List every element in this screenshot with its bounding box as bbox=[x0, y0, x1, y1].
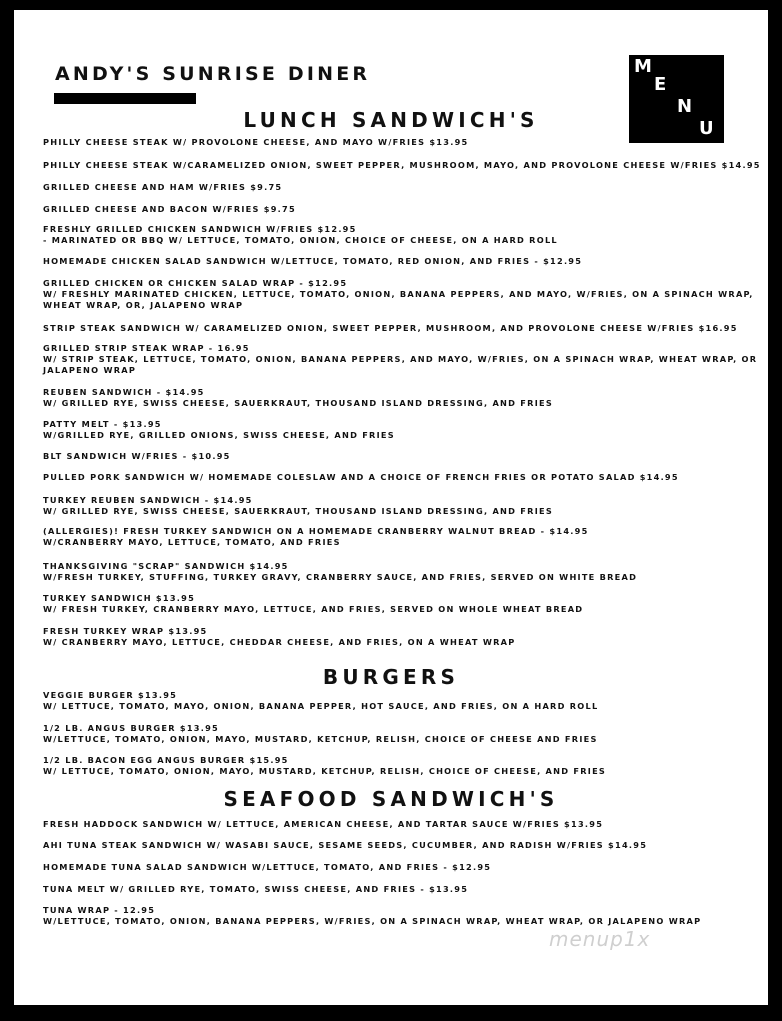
menu-item-name: HOMEMADE CHICKEN SALAD SANDWICH W/LETTUCE, TOMATO, RED ONION, AND FRIES - $12.95 bbox=[43, 256, 583, 266]
menu-item bbox=[43, 690, 748, 712]
menu-item bbox=[43, 723, 748, 745]
menu-item-name: FRESH HADDOCK SANDWICH W/ LETTUCE, AMERICAN CHEESE, AND TARTAR SAUCE W/FRIES $13.95 bbox=[43, 819, 604, 829]
menu-item-description: - MARINATED OR BBQ W/ LETTUCE, TOMATO, ONION, CHOICE OF CHEESE, ON A HARD ROLL bbox=[43, 235, 558, 246]
menu-item bbox=[43, 343, 758, 377]
menu-item bbox=[43, 224, 748, 246]
logo-letter-m: M bbox=[634, 56, 652, 77]
menu-item bbox=[43, 278, 754, 312]
menu-item-description: W/ LETTUCE, TOMATO, ONION, MAYO, MUSTARD, KETCHUP, RELISH, CHOICE OF CHEESE, AND FRIES bbox=[43, 766, 607, 777]
menu-item-description: W/ FRESHLY MARINATED CHICKEN, LETTUCE, TOMATO, ONION, BANANA PEPPERS, AND MAYO, W/FRIES, ON A SPINACH WRAP, bbox=[43, 289, 754, 300]
menu-item-name: 1/2 LB. BACON EGG ANGUS BURGER $15.95 bbox=[43, 755, 289, 765]
menu-item-description: W/ STRIP STEAK, LETTUCE, TOMATO, ONION, BANANA PEPPERS, AND MAYO, W/FRIES, ON A SPINACH WRAP, WHEAT WRAP, OR bbox=[43, 354, 758, 365]
menu-item-name: STRIP STEAK SANDWICH W/ CARAMELIZED ONION, SWEET PEPPER, MUSHROOM, AND PROVOLONE CHEESE W/FRIES $16.95 bbox=[43, 323, 738, 333]
menu-item-description: W/LETTUCE, TOMATO, ONION, MAYO, MUSTARD, KETCHUP, RELISH, CHOICE OF CHEESE AND FRIES bbox=[43, 734, 598, 745]
menu-item-description: W/ GRILLED RYE, SWISS CHEESE, SAUERKRAUT, THOUSAND ISLAND DRESSING, AND FRIES bbox=[43, 398, 553, 409]
menu-item-name: VEGGIE BURGER $13.95 bbox=[43, 690, 178, 700]
menu-item-name: TURKEY REUBEN SANDWICH - $14.95 bbox=[43, 495, 253, 505]
watermark-logo: menup1x bbox=[549, 927, 651, 951]
menu-item bbox=[43, 182, 748, 193]
menu-item-name: PULLED PORK SANDWICH W/ HOMEMADE COLESLAW AND A CHOICE OF FRENCH FRIES OR POTATO SALAD $14.95 bbox=[43, 472, 679, 482]
menu-item-description: W/GRILLED RYE, GRILLED ONIONS, SWISS CHEESE, AND FRIES bbox=[43, 430, 395, 441]
menu-item bbox=[43, 905, 748, 927]
menu-item bbox=[43, 755, 748, 777]
menu-item-name: TURKEY SANDWICH $13.95 bbox=[43, 593, 196, 603]
menu-item-description: W/ GRILLED RYE, SWISS CHEESE, SAUERKRAUT, THOUSAND ISLAND DRESSING, AND FRIES bbox=[43, 506, 553, 517]
menu-item-description: W/CRANBERRY MAYO, LETTUCE, TOMATO, AND FRIES bbox=[43, 537, 341, 548]
menu-item-description: JALAPENO WRAP bbox=[43, 365, 137, 376]
menu-item-name: PHILLY CHEESE STEAK W/ PROVOLONE CHEESE, AND MAYO W/FRIES $13.95 bbox=[43, 137, 469, 147]
menu-item-name: (ALLERGIES)! FRESH TURKEY SANDWICH ON A HOMEMADE CRANBERRY WALNUT BREAD - $14.95 bbox=[43, 526, 589, 536]
title-underline-bar bbox=[54, 93, 196, 104]
menu-item-name: GRILLED STRIP STEAK WRAP - 16.95 bbox=[43, 343, 250, 353]
menu-item-name: PATTY MELT - $13.95 bbox=[43, 419, 162, 429]
menu-item bbox=[43, 862, 748, 873]
menu-item-name: AHI TUNA STEAK SANDWICH W/ WASABI SAUCE, SESAME SEEDS, CUCUMBER, AND RADISH W/FRIES $14.95 bbox=[43, 840, 648, 850]
menu-item bbox=[43, 160, 761, 171]
menu-item-name: THANKSGIVING "SCRAP" SANDWICH $14.95 bbox=[43, 561, 289, 571]
menu-item-description: W/LETTUCE, TOMATO, ONION, BANANA PEPPERS, W/FRIES, ON A SPINACH WRAP, WHEAT WRAP, OR JALAPENO WRAP bbox=[43, 916, 702, 927]
menu-item-description: W/FRESH TURKEY, STUFFING, TURKEY GRAVY, CRANBERRY SAUCE, AND FRIES, SERVED ON WHITE BREAD bbox=[43, 572, 638, 583]
menu-item-name: GRILLED CHICKEN OR CHICKEN SALAD WRAP - $12.95 bbox=[43, 278, 348, 288]
menu-item-description: W/ CRANBERRY MAYO, LETTUCE, CHEDDAR CHEESE, AND FRIES, ON A WHEAT WRAP bbox=[43, 637, 516, 648]
menu-item bbox=[43, 526, 748, 548]
menu-item bbox=[43, 840, 748, 851]
menu-item bbox=[43, 419, 748, 441]
menu-item bbox=[43, 323, 748, 334]
menu-item bbox=[43, 387, 748, 409]
section-title-seafood-sandwiches: SEAFOOD SANDWICH'S bbox=[223, 787, 559, 811]
menu-item-name: FRESHLY GRILLED CHICKEN SANDWICH W/FRIES $12.95 bbox=[43, 224, 357, 234]
menu-item bbox=[43, 137, 748, 148]
section-title-lunch-sandwiches: LUNCH SANDWICH'S bbox=[243, 108, 539, 132]
menu-item-name: PHILLY CHEESE STEAK W/CARAMELIZED ONION, SWEET PEPPER, MUSHROOM, MAYO, AND PROVOLONE CHEESE W/FRIES $14.95 bbox=[43, 160, 761, 170]
menu-item-name: HOMEMADE TUNA SALAD SANDWICH W/LETTUCE, TOMATO, AND FRIES - $12.95 bbox=[43, 862, 492, 872]
menu-page bbox=[14, 10, 768, 1005]
logo-letter-e: E bbox=[654, 74, 667, 95]
logo-letter-u: U bbox=[699, 118, 714, 139]
menu-item bbox=[43, 593, 748, 615]
menu-item-name: TUNA WRAP - 12.95 bbox=[43, 905, 156, 915]
menu-item-name: BLT SANDWICH W/FRIES - $10.95 bbox=[43, 451, 231, 461]
menu-item-name: TUNA MELT W/ GRILLED RYE, TOMATO, SWISS CHEESE, AND FRIES - $13.95 bbox=[43, 884, 469, 894]
menu-item-description: WHEAT WRAP, OR, JALAPENO WRAP bbox=[43, 300, 244, 311]
menu-item-name: GRILLED CHEESE AND BACON W/FRIES $9.75 bbox=[43, 204, 296, 214]
menu-item bbox=[43, 819, 748, 830]
logo-letter-n: N bbox=[677, 96, 693, 117]
restaurant-name: ANDY'S SUNRISE DINER bbox=[55, 63, 371, 85]
menu-item-name: REUBEN SANDWICH - $14.95 bbox=[43, 387, 205, 397]
menu-item-name: GRILLED CHEESE AND HAM W/FRIES $9.75 bbox=[43, 182, 283, 192]
menu-item bbox=[43, 204, 748, 215]
menu-item bbox=[43, 884, 748, 895]
menu-item bbox=[43, 626, 748, 648]
menu-item-name: FRESH TURKEY WRAP $13.95 bbox=[43, 626, 208, 636]
menu-item bbox=[43, 472, 748, 483]
menu-item-description: W/ LETTUCE, TOMATO, MAYO, ONION, BANANA PEPPER, HOT SAUCE, AND FRIES, ON A HARD ROLL bbox=[43, 701, 599, 712]
menu-item bbox=[43, 451, 748, 462]
section-title-burgers: BURGERS bbox=[322, 665, 460, 689]
menu-item-description: W/ FRESH TURKEY, CRANBERRY MAYO, LETTUCE, AND FRIES, SERVED ON WHOLE WHEAT BREAD bbox=[43, 604, 584, 615]
menu-item bbox=[43, 561, 748, 583]
menu-item bbox=[43, 495, 748, 517]
menu-item-name: 1/2 LB. ANGUS BURGER $13.95 bbox=[43, 723, 219, 733]
menu-item bbox=[43, 256, 748, 267]
